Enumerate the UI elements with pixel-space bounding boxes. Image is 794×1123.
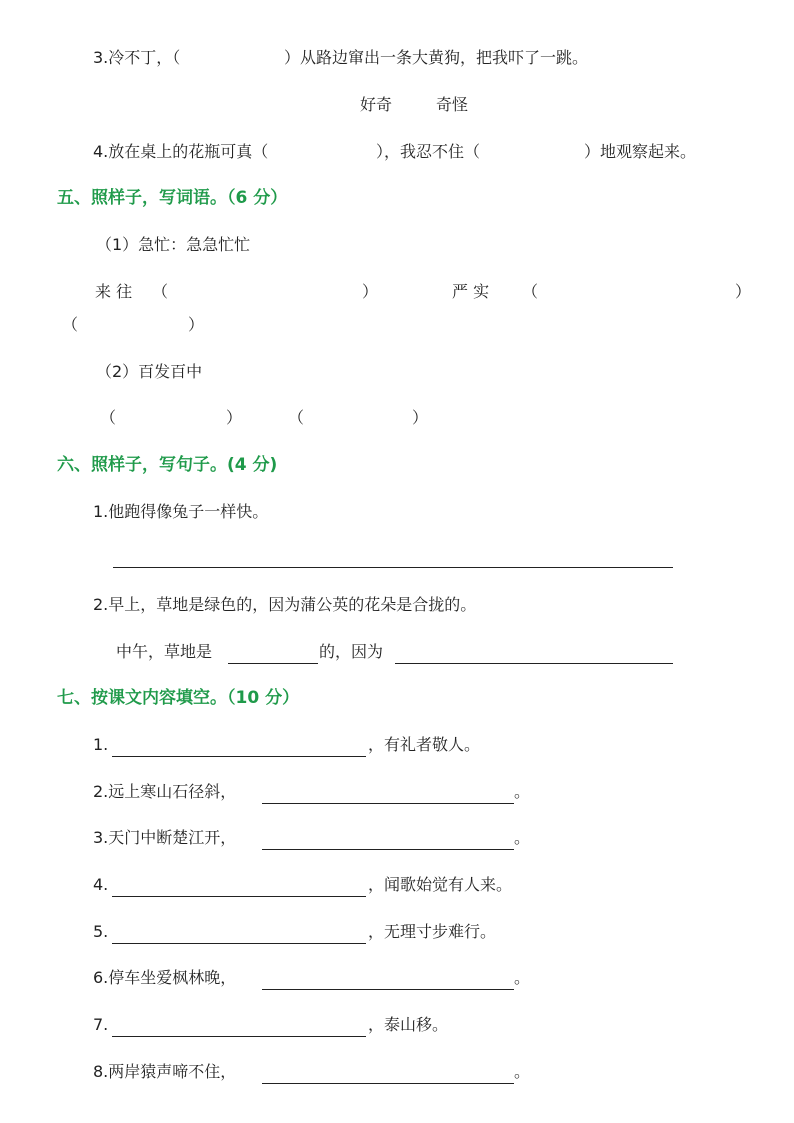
item-text: 2.早上，草地是绿色的，因为蒲公英的花朵是合拢的。	[93, 595, 477, 614]
fill-blank[interactable]	[228, 640, 318, 664]
q4-item3-prefix: 3.冷不丁，（	[93, 48, 181, 67]
right-paren: ）	[226, 408, 243, 427]
item-lead: 4.	[93, 875, 109, 894]
choice-word: 奇怪	[436, 95, 469, 114]
answer-line[interactable]	[113, 567, 673, 568]
item-lead: 8.两岸猿声啼不住，	[93, 1062, 237, 1081]
left-paren: （	[522, 282, 539, 301]
item-text: 的，因为	[319, 642, 384, 661]
prompt-word: 严 实	[452, 282, 490, 301]
section5-row1	[0, 280, 794, 304]
fill-blank[interactable]	[262, 966, 514, 990]
item-lead: 3.天门中断楚江开，	[93, 828, 237, 847]
section6-title: 六、照样子，写句子。(4 分)	[57, 455, 278, 475]
q4-item3-suffix: ）从路边窜出一条大黄狗，把我吓了一跳。	[284, 48, 589, 67]
section5-title: 五、照样子，写词语。（6 分）	[57, 188, 288, 208]
item-lead: 5.	[93, 922, 109, 941]
right-paren: ）	[735, 282, 752, 301]
item-tail: 。	[514, 782, 531, 801]
fill-blank[interactable]	[112, 920, 366, 944]
section5-row2	[0, 406, 794, 430]
q4-item4	[0, 140, 794, 164]
section-title	[0, 453, 794, 477]
fill-blank[interactable]	[112, 1013, 366, 1037]
item-text: 1.他跑得像兔子一样快。	[93, 502, 269, 521]
section-title	[0, 686, 794, 710]
left-paren: （	[152, 282, 169, 301]
item-text: 中午，草地是	[116, 642, 213, 661]
section7-item	[0, 873, 794, 897]
item-tail: 。	[514, 1062, 531, 1081]
item-tail: ，闻歌始觉有人来。	[368, 875, 513, 894]
section7-item	[0, 826, 794, 850]
prompt-word: 来 往	[95, 282, 133, 301]
left-paren: （	[62, 315, 79, 334]
section6-item2	[0, 593, 794, 617]
fill-blank[interactable]	[262, 1060, 514, 1084]
item-tail: ，无理寸步难行。	[368, 922, 497, 941]
q4-item4-prefix: 4.放在桌上的花瓶可真（	[93, 142, 269, 161]
section7-item	[0, 1060, 794, 1084]
item-tail: 。	[514, 968, 531, 987]
section6-item2-answer	[0, 640, 794, 664]
right-paren: ）	[188, 315, 205, 334]
fill-blank[interactable]	[112, 733, 366, 757]
fill-blank[interactable]	[262, 780, 514, 804]
example-text: （2）百发百中	[96, 362, 203, 381]
q4-choices	[0, 93, 794, 117]
section5-example1	[0, 233, 794, 257]
q4-item4-middle: ），我忍不住（	[376, 142, 481, 161]
section7-item	[0, 966, 794, 990]
section7-item	[0, 1013, 794, 1037]
item-tail: ，泰山移。	[368, 1015, 449, 1034]
section5-example2	[0, 360, 794, 384]
q4-item4-suffix: ）地观察起来。	[584, 142, 697, 161]
fill-blank[interactable]	[112, 873, 366, 897]
section7-title: 七、按课文内容填空。（10 分）	[57, 688, 300, 708]
fill-blank[interactable]	[395, 640, 673, 664]
choice-word: 好奇	[360, 95, 393, 114]
section7-item	[0, 920, 794, 944]
example-text: （1）急忙：急急忙忙	[96, 235, 251, 254]
left-paren: （	[100, 408, 117, 427]
section6-item1	[0, 500, 794, 524]
item-lead: 1.	[93, 735, 109, 754]
item-tail: 。	[514, 828, 531, 847]
item-lead: 7.	[93, 1015, 109, 1034]
q4-item3	[0, 46, 794, 70]
section7-item	[0, 733, 794, 757]
right-paren: ）	[362, 282, 379, 301]
section7-item	[0, 780, 794, 804]
section-title	[0, 186, 794, 210]
item-lead: 2.远上寒山石径斜，	[93, 782, 237, 801]
item-tail: ，有礼者敬人。	[368, 735, 481, 754]
left-paren: （	[288, 408, 305, 427]
item-lead: 6.停车坐爱枫林晚，	[93, 968, 237, 987]
right-paren: ）	[412, 408, 429, 427]
fill-blank[interactable]	[262, 826, 514, 850]
section5-row1-wrap	[0, 313, 794, 337]
